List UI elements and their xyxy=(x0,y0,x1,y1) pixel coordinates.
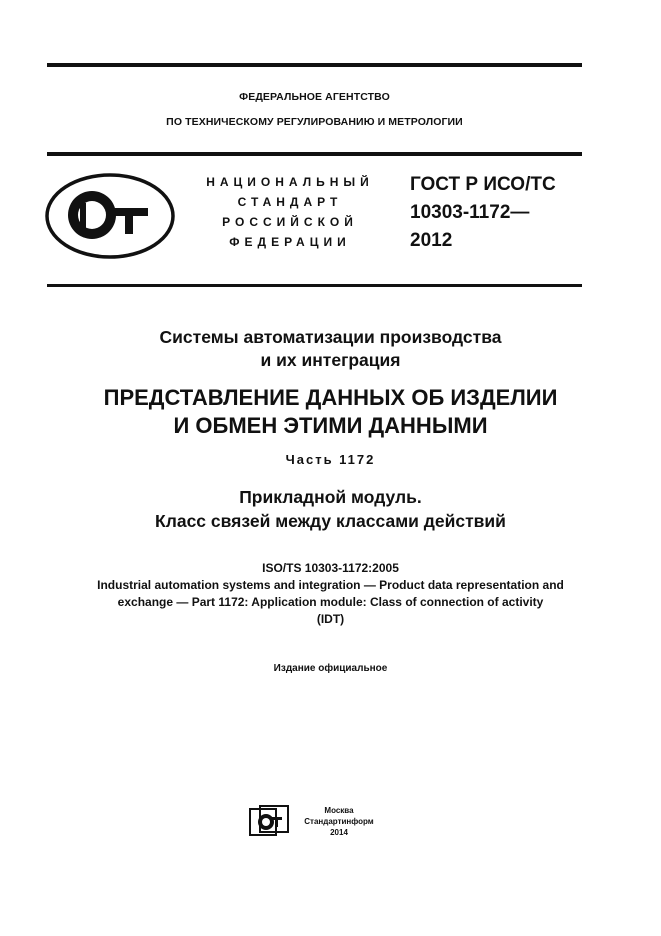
publisher-year: 2014 xyxy=(330,828,348,837)
publisher-info xyxy=(298,805,380,838)
iso-reference xyxy=(0,560,661,628)
national-line: РОССИЙСКОЙ xyxy=(222,215,358,229)
system-title-line: Системы автоматизации производства xyxy=(159,327,502,347)
code-line: ГОСТ Р ИСО/ТС xyxy=(410,174,556,195)
code-line: 10303-1172— xyxy=(410,202,530,223)
logo-rule xyxy=(47,284,582,287)
national-line: ФЕДЕРАЦИИ xyxy=(229,235,351,249)
main-title-line: И ОБМЕН ЭТИМИ ДАННЫМИ xyxy=(173,413,488,438)
agency-line-2: ПО ТЕХНИЧЕСКОМУ РЕГУЛИРОВАНИЮ И МЕТРОЛОГИИ xyxy=(166,116,463,128)
system-title xyxy=(0,326,661,372)
national-standard-label xyxy=(200,172,380,252)
code-line: 2012 xyxy=(410,230,453,251)
standard-code xyxy=(410,171,590,255)
iso-ref: ISO/TS 10303-1172:2005 xyxy=(262,561,399,575)
main-title xyxy=(0,384,661,440)
agency-line-1: ФЕДЕРАЛЬНОЕ АГЕНТСТВО xyxy=(239,91,390,103)
subtitle-line: Класс связей между классами действий xyxy=(155,511,506,531)
gost-r-logo-icon xyxy=(44,172,176,265)
part-label: Часть 1172 xyxy=(285,452,376,467)
iso-line: exchange — Part 1172: Application module: Class of connection of activity xyxy=(117,595,544,609)
header-rule xyxy=(47,152,582,156)
edition-label: Издание официальное xyxy=(273,663,388,674)
main-title-line: ПРЕДСТАВЛЕНИЕ ДАННЫХ ОБ ИЗДЕЛИИ xyxy=(103,385,558,410)
iso-line: (IDT) xyxy=(316,612,345,626)
subtitle-line: Прикладной модуль. xyxy=(239,487,422,507)
publisher-name: Стандартинформ xyxy=(304,817,374,826)
subtitle xyxy=(0,485,661,533)
standartinform-logo-icon xyxy=(248,805,290,842)
system-title-line: и их интеграция xyxy=(260,350,401,370)
national-line: НАЦИОНАЛЬНЫЙ xyxy=(206,175,374,189)
top-rule xyxy=(47,63,582,67)
national-line: СТАНДАРТ xyxy=(237,195,343,209)
publisher-city: Москва xyxy=(324,806,354,815)
iso-line: Industrial automation systems and integration — Product data representation and xyxy=(97,578,564,592)
